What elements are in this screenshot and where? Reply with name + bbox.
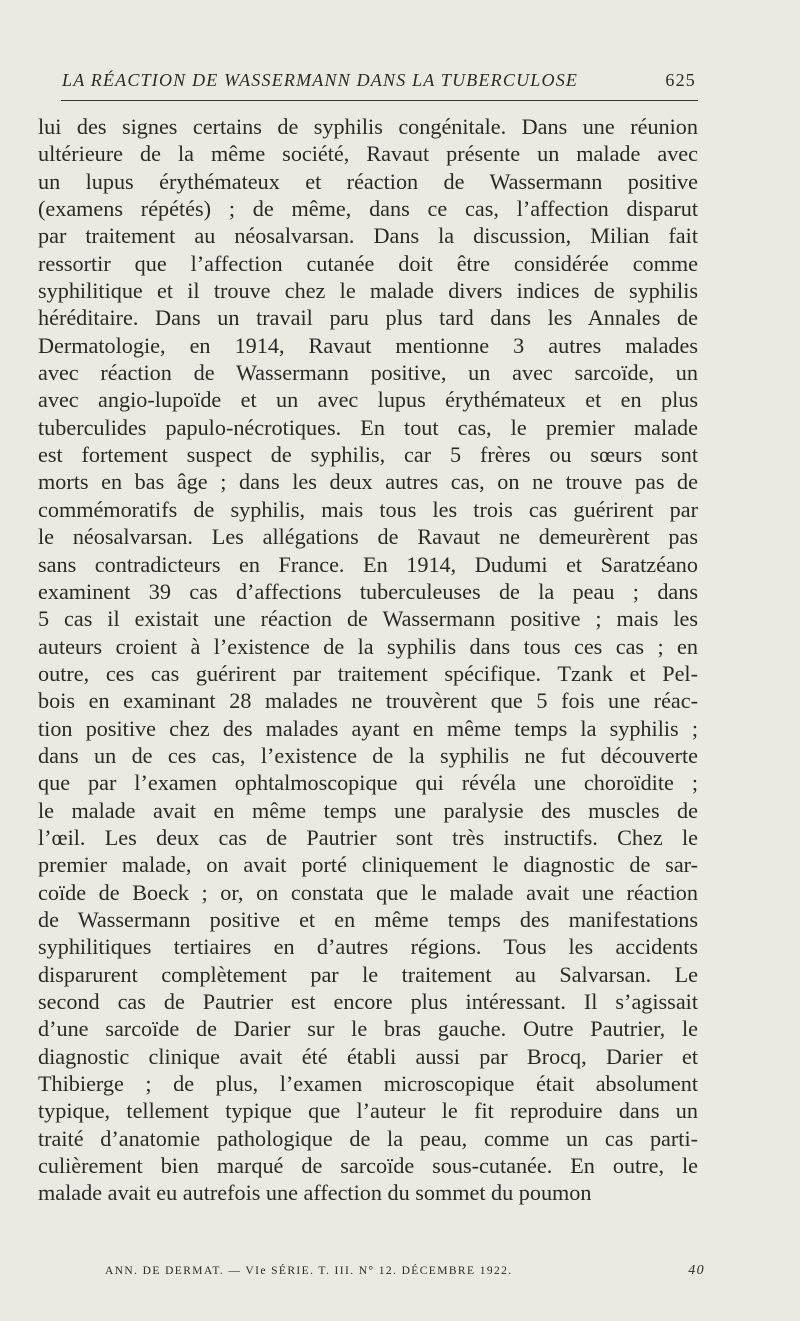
text-line: examinent 39 cas d’affections tuberculeuses de la peau ; dans <box>38 578 698 604</box>
page-number: 625 <box>665 70 696 90</box>
text-line: d’une sarcoïde de Darier sur le bras gauche. Outre Pautrier, le <box>38 1016 698 1042</box>
text-line: lui des signes certains de syphilis congénitale. Dans une réunion <box>38 114 698 139</box>
text-line: auteurs croient à l’existence de la syphilis dans tous ces cas ; en <box>38 633 698 659</box>
text-line: que par l’examen ophtalmoscopique qui révéla une choroïdite ; <box>38 770 698 796</box>
running-title: LA RÉACTION DE WASSERMANN DANS LA TUBERCULOSE <box>62 70 579 90</box>
text-line: disparurent complètement par le traitement au Salvarsan. Le <box>38 961 698 987</box>
footer <box>105 1265 705 1283</box>
text-line: typique, tellement typique que l’auteur le fit reproduire dans un <box>38 1098 698 1124</box>
text-line: (examens répétés) ; de même, dans ce cas, l’affection disparut <box>38 196 698 222</box>
text-line: traité d’anatomie pathologique de la peau, comme un cas parti- <box>38 1125 698 1151</box>
text-line: sans contradicteurs en France. En 1914, Dudumi et Saratzéano <box>38 551 698 577</box>
text-line: morts en bas âge ; dans les deux autres cas, on ne trouve pas de <box>38 469 698 495</box>
text-line: culièrement bien marqué de sarcoïde sous-cutanée. En outre, le <box>38 1153 698 1179</box>
text-line: premier malade, on avait porté cliniquement le diagnostic de sar- <box>38 852 698 878</box>
text-line: l’œil. Les deux cas de Pautrier sont très instructifs. Chez le <box>38 824 698 850</box>
text-line: Thibierge ; de plus, l’examen microscopique était absolument <box>38 1071 698 1097</box>
running-header <box>62 70 702 96</box>
text-line: héréditaire. Dans un travail paru plus tard dans les Annales de <box>38 305 698 331</box>
text-line: syphilitique et il trouve chez le malade divers indices de syphilis <box>38 278 698 304</box>
text-line: tuberculides papulo-nécrotiques. En tout cas, le premier malade <box>38 414 698 440</box>
journal-citation: ANN. DE DERMAT. — VIe SÉRIE. T. III. N° 12. DÉCEMBRE 1922. <box>105 1265 513 1277</box>
text-line: diagnostic clinique avait été établi aussi par Brocq, Darier et <box>38 1043 698 1069</box>
text-line: avec réaction de Wassermann positive, un avec sarcoïde, un <box>38 360 698 386</box>
text-line: 5 cas il existait une réaction de Wassermann positive ; mais les <box>38 606 698 632</box>
text-line: le néosalvarsan. Les allégations de Ravaut ne demeurèrent pas <box>38 524 698 550</box>
text-line: coïde de Boeck ; or, on constata que le malade avait une réaction <box>38 879 698 905</box>
text-line: tion positive chez des malades ayant en même temps la syphilis ; <box>38 715 698 741</box>
text-line: ressortir que l’affection cutanée doit être considérée comme <box>38 250 698 276</box>
text-line: de Wassermann positive et en même temps des manifestations <box>38 906 698 932</box>
text-line: malade avait eu autrefois une affection du sommet du poumon <box>38 1180 592 1206</box>
text-line: avec angio-lupoïde et un avec lupus érythémateux et en plus <box>38 387 698 413</box>
text-line: second cas de Pautrier est encore plus intéressant. Il s’agissait <box>38 989 698 1014</box>
text-line: ultérieure de la même société, Ravaut présente un malade avec <box>38 141 698 167</box>
header-rule <box>61 100 698 101</box>
text-line: commémoratifs de syphilis, mais tous les trois cas guérirent par <box>38 496 698 522</box>
text-line: syphilitiques tertiaires en d’autres régions. Tous les accidents <box>38 934 698 960</box>
text-line: outre, ces cas guérirent par traitement spécifique. Tzank et Pel- <box>38 660 698 686</box>
text-line: est fortement suspect de syphilis, car 5 frères ou sœurs sont <box>38 442 698 468</box>
text-line: Dermatologie, en 1914, Ravaut mentionne 3 autres malades <box>38 332 698 358</box>
text-line: bois en examinant 28 malades ne trouvèrent que 5 fois une réac- <box>38 688 698 714</box>
text-line: dans un de ces cas, l’existence de la syphilis ne fut découverte <box>38 742 698 768</box>
body-text <box>38 113 698 1207</box>
text-line: le malade avait en même temps une paralysie des muscles de <box>38 797 698 823</box>
text-line: un lupus érythémateux et réaction de Wassermann positive <box>38 168 698 194</box>
signature-mark: 40 <box>688 1263 705 1278</box>
text-line: par traitement au néosalvarsan. Dans la discussion, Milian fait <box>38 223 698 249</box>
